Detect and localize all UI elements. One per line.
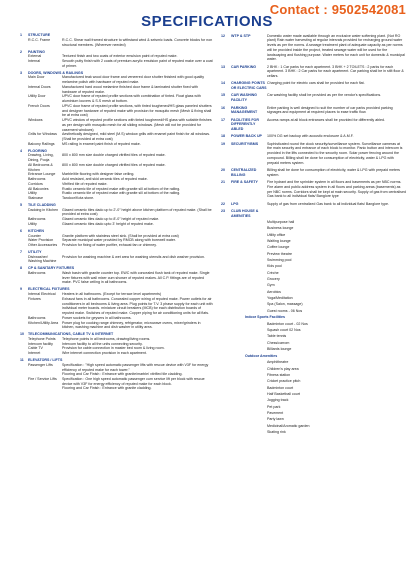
spec-section xyxy=(221,81,406,90)
amenity-item: Aerobics xyxy=(267,289,281,294)
spec-row xyxy=(20,163,213,172)
spec-text: Supply of gas from centralized Gas bank to all individual flats/ Banglore type. xyxy=(267,201,390,206)
page-title: SPECIFICATIONS xyxy=(141,13,273,30)
amenity-item: Half Basketball court xyxy=(267,392,300,396)
spec-text: Heaters in all bathrooms. (Except for terrace level apartments) xyxy=(62,292,162,297)
spec-label: Utility xyxy=(28,191,37,196)
spec-text: 2 BHK : 1 Car parks for each apartment. 3 BHK + 2 TOILETS : 2 parks for each apartment. 3 BHK : 2 Car parks for each apartment. Car parking shall be in stilt floor & cellars. xyxy=(267,64,404,79)
spec-text: Intercom facility to all the units connecting security. xyxy=(62,341,143,346)
amenity-item: Table tennis xyxy=(267,334,287,339)
section-title: LPG xyxy=(231,201,239,206)
spec-text: Wire internet connection provision in each apartment. xyxy=(62,351,147,356)
amenity-item: Waiting lounge xyxy=(267,238,291,243)
spec-row xyxy=(20,85,213,94)
spec-text: Entire parking is well designed to suit the number of car parks provided parking signages and equipment at required places to ease traffic flow. xyxy=(267,105,393,115)
amenity-item: Kids pool xyxy=(267,264,282,269)
spec-label: Cable TV xyxy=(28,346,43,351)
spec-label: Main Door xyxy=(28,75,45,80)
spec-text: Provision for fixing of water purifier, exhaust fan or chimney. xyxy=(62,242,157,247)
spec-label: Water Provision xyxy=(28,238,54,243)
spec-label xyxy=(20,386,62,391)
section-number: 14 xyxy=(221,81,225,86)
spec-text: Tandoor/Kota stone. xyxy=(62,195,95,200)
spec-row xyxy=(20,153,213,162)
spec-text: Exhaust fans in all bathrooms. Concealed copper wiring of reputed make. Power outlets for air conditioners in all bedrooms & living area. Plug points for T.V. 3 phase supply for each unit with individual meter boards. miniature circuit breakers (MCB) for each distribution boards of reputed make. Switches of reputed make. Copper piping for air conditioning units for all flats. xyxy=(62,296,213,316)
spec-label: Intercom facility xyxy=(28,341,53,346)
section-number: 8 xyxy=(20,266,22,271)
spec-text: Power sockets for geysers in all bathrooms. xyxy=(62,315,132,320)
section-title: CLUB HOUSE & AMENITIES xyxy=(231,208,259,218)
section-title: UTILITY xyxy=(28,249,42,254)
spec-row xyxy=(20,386,213,391)
spec-section xyxy=(221,106,406,115)
section-title: TELECOMMUNICATIONS, CABLE TV & INTERNET xyxy=(28,332,114,337)
spec-text: Domestic water made available through an exclusive water softening plant. (Not RO plant) Rain water harvesting at regular intervals provided for recharging ground water levels as per the norms. A sewage treatment plant of adequate capacity as per norms will be provided inside the project, treated sewage water will be used for the landscaping and flushing purpose. Water meters for each unit for domestic & municipal water. xyxy=(267,33,405,62)
indoor-sports-heading: Indoor Sports Facilities xyxy=(245,315,285,320)
amenity-item: Medicinal/Aromatic garden xyxy=(267,423,310,428)
spec-text: Telephone points in all bedrooms, drawing/living rooms. xyxy=(62,336,151,341)
amenity-item: Preview theatre xyxy=(267,251,292,256)
spec-row xyxy=(20,351,213,356)
amenity-item: Yoga/Meditation xyxy=(267,295,293,300)
spec-text: Glazed ceramic tiles dado up to 2'-0" height above kitchen platform of reputed make. (Shall be provided at extra cost) xyxy=(62,207,212,217)
spec-label: Internal xyxy=(28,59,40,64)
spec-row xyxy=(20,297,213,316)
spec-section xyxy=(221,118,406,132)
spec-text: Aesthetically designed, mild steel (M.S) window grills with enamel paint finish for all windows. (Shall be provided at extra cost) xyxy=(62,132,211,141)
spec-text: Granite platform with stainless steel sink. (Shall be provided at extra cost) xyxy=(62,233,179,238)
spec-text: Acid resistant, anti skid ceramic tiles of reputed make. xyxy=(62,177,148,182)
outdoor-amenities-heading: Outdoor Amenities xyxy=(245,354,278,359)
amenity-item: Business lounge xyxy=(267,226,294,231)
spec-label: Drawing, Living, Dining, Pooja xyxy=(28,153,54,163)
spec-label: Internal Electrical xyxy=(28,292,56,297)
spec-label: Kitchen/Utility Area xyxy=(28,320,59,325)
amenity-item: Skating rink xyxy=(267,429,286,434)
spec-section xyxy=(221,209,406,218)
spec-label: Balcony Railings xyxy=(28,141,55,146)
section-number: 3 xyxy=(20,70,22,75)
section-number: 12 xyxy=(221,33,225,38)
section-title: KITCHEN xyxy=(28,228,44,233)
spec-text: Specification : One high speed automatic passenger cum service lift per block with rescue device with V3F for energy efficiency of reputed make for each block. xyxy=(62,377,205,386)
amenity-item: Multipurpose hall xyxy=(267,219,295,224)
spec-text: Provision for cable connection in master bed room & living room. xyxy=(62,346,165,351)
amenity-item: Guest rooms - 06 Nos xyxy=(267,308,303,313)
spec-label: Bathrooms xyxy=(28,177,46,182)
spec-text: UPVC door frame of reputed profile sections, with tinted toughened/HS glass paneled shutters and designer hardware of reputed make with provision for mosquito mesh (Mesh & fixing shall be at extra cost) xyxy=(62,103,212,118)
section-number: 9 xyxy=(20,287,22,292)
section-title: TILE CLADDING xyxy=(28,202,56,207)
spec-label: Other Accessories xyxy=(28,242,58,247)
spec-row xyxy=(20,132,213,141)
section-number: 21 xyxy=(221,180,225,185)
spec-text: UPVC window of reputed profile sections with tinted toughened/HS glass with suitable finishes as per design with mosquito mesh for all sliding windows. (Mesh will not be provided for casement windows) xyxy=(62,118,212,132)
spec-section xyxy=(221,134,406,139)
section-number: 23 xyxy=(221,208,225,213)
section-title: PAINTING xyxy=(28,49,45,54)
section-number: 16 xyxy=(221,105,225,110)
section-title: WTP & STP xyxy=(231,33,251,38)
section-title: CHARGING POINTS OR ELECTRIC CARS xyxy=(231,81,267,91)
amenity-item: Party lawn xyxy=(267,417,284,422)
spec-label: Fire / Service Lifts xyxy=(28,377,57,381)
spec-label: Corridors xyxy=(28,181,43,186)
spec-label: Dishwasher/ Washing Machine xyxy=(28,254,57,264)
spec-row xyxy=(20,243,213,248)
section-title: CENTRALIZED BILLING xyxy=(231,167,257,177)
section-number: 2 xyxy=(20,49,22,54)
spec-text: Access ramps at all block entrances shall be provided for differently abled. xyxy=(267,117,385,122)
spec-text: Fire hydrant and fire sprinkler system in all floors and basements as per NBC norms. Fire alarm and public address system in all floors and parking areas (basements) as per NBC norms. Corridors shall be kept at main security. Supply of gas from centralised Gas bank to all individual flats/ Banglore type xyxy=(267,180,406,199)
amenity-item: Amphitheatre xyxy=(267,360,289,365)
spec-text: Textured finish and two coats of exterior emulsion paint of reputed make. xyxy=(62,54,178,59)
section-title: ELECTRICAL FIXTURES xyxy=(28,287,70,292)
section-number: 7 xyxy=(20,249,22,254)
spec-label: Grills for Windows xyxy=(28,132,57,137)
amenity-item: Grocery xyxy=(267,276,280,281)
amenity-item: Jogging track xyxy=(267,398,289,403)
spec-row xyxy=(20,59,213,68)
spec-row xyxy=(20,255,213,264)
spec-text: Wash basin with granite counter top. EWC with concealed flush tank of reputed make. Single lever fixtures with wall mixer cum shower of reputed makes. All C.P. fittings are of reputed make. PVC false ceiling in all bathrooms. xyxy=(62,271,210,285)
spec-label: R.C.C. Frame xyxy=(28,37,51,42)
spec-text: Smooth putty finish with 2 coats of premium acrylic emulsion paint of reputed make over a coat of primer. xyxy=(62,59,213,68)
spec-label: Entrance Lounge xyxy=(28,172,56,177)
spec-row xyxy=(20,104,213,118)
spec-label: Fixtures xyxy=(28,296,41,301)
spec-section xyxy=(221,142,406,166)
section-title: CAR PARKING xyxy=(231,64,257,69)
spec-text: Separate municipal water provided by RMCB along with borewell water. xyxy=(62,238,176,243)
spec-label: French Doors xyxy=(28,103,50,108)
spec-text: MS railing in enamel paint finish of reputed make. xyxy=(62,141,141,146)
section-number: 6 xyxy=(20,228,22,233)
spec-text: 100% DG set backup with acoustic enclosure & A.M.F. xyxy=(267,134,354,139)
section-title: FACILITIES FOR DIFFERENTLY ABLED xyxy=(231,117,259,132)
section-title: POWER BACK UP xyxy=(231,134,262,139)
spec-row xyxy=(20,208,213,217)
section-title: ELEVATORS / LIFTS xyxy=(28,358,63,363)
section-number: 13 xyxy=(221,64,225,69)
spec-label: Windows xyxy=(28,118,43,123)
spec-text: R.C.C. Shear wall framed structure to withstand wind & seismic loads. Concrete blocks for non structural members. (Wherever needed) xyxy=(62,37,213,47)
amenity-item: Coffee lounge xyxy=(267,245,290,250)
spec-row xyxy=(20,363,213,372)
spec-section xyxy=(221,34,406,62)
section-number: 10 xyxy=(20,332,24,337)
spec-label: Counter xyxy=(28,233,41,238)
spec-label: All Bedrooms & Kitchen xyxy=(28,162,53,172)
spec-label: Utility xyxy=(28,221,37,226)
amenity-item: Fitness station xyxy=(267,373,291,378)
spec-label: Staircase xyxy=(28,195,43,200)
section-number: 18 xyxy=(221,134,225,139)
amenity-item: Badminton court - 02 Nos xyxy=(267,321,308,326)
section-number: 11 xyxy=(20,358,24,363)
spec-text: 800 x 800 mm size double charged vitrified tiles of reputed make. xyxy=(62,162,166,167)
spec-text: Charging point for electric cars shall be provided for each flat. xyxy=(267,81,365,86)
amenity-item: Cricket practice pitch xyxy=(267,379,301,384)
amenity-item: Billiards lounge xyxy=(267,347,292,352)
amenity-item: Badminton court xyxy=(267,385,294,390)
left-column xyxy=(20,31,213,391)
spec-label: Bathrooms xyxy=(28,315,46,320)
spec-label: All Balconies xyxy=(28,186,49,191)
spec-text: Flooring and Car Finish : Entrance with granite cladding. xyxy=(62,386,152,391)
spec-text: UPVC door frame of reputed profile sections with combination of tinted. Float glass with aluminium louvers & S.S mesh at bottom. xyxy=(62,94,201,104)
section-number: 19 xyxy=(221,141,225,146)
amenity-item: Pet park xyxy=(267,404,281,409)
amenity-item: Spa (Salon, massage) xyxy=(267,302,303,307)
section-number: 4 xyxy=(20,148,22,153)
section-number: 1 xyxy=(20,33,22,38)
amenity-item: Swimming pool xyxy=(267,257,292,262)
spec-section xyxy=(221,168,406,177)
spec-label: Utility Door xyxy=(28,94,46,99)
section-title: CAR WASHING FACILITY xyxy=(231,93,257,103)
spec-text: Sophisticated round the clock security/surveillance system. Surveillance cameras at the main security and entrance of each block to monitor. Panic button and intercom is provided in the lifts connected to the security room. Solar power fencing around the compound. Billing shall be done for consumption of electricity, water & LPG with prepaid meters system. xyxy=(267,141,403,165)
spec-row xyxy=(20,222,213,227)
spec-row xyxy=(20,377,213,386)
section-number: 15 xyxy=(221,93,225,98)
spec-label: Telephone Points xyxy=(28,336,56,341)
spec-text: Rustic ceramic tile of reputed make with granite sill at bottom of the railing. xyxy=(62,186,181,191)
section-number: 22 xyxy=(221,201,225,206)
spec-text xyxy=(267,209,406,218)
section-title: DOORS, WINDOWS & RAILINGS xyxy=(28,70,84,75)
spec-text: Glazed ceramic tiles dado upto 3' height of reputed make. xyxy=(62,221,154,226)
spec-text: Car washing facility shall be provided as per the vendor's specifications. xyxy=(267,93,382,98)
spec-text: Vitrified tile of reputed make. xyxy=(62,181,108,186)
spec-row xyxy=(20,38,213,47)
spec-text: Power plug for cooking range chimney, refrigerator, microwave ovens, mixer/grinders in kitchen, washing machine and dish washer in utility area. xyxy=(62,320,201,330)
spec-label: Dadoing in Kitchen xyxy=(28,207,59,212)
section-number: 5 xyxy=(20,202,22,207)
section-title: FIRE & SAFETY xyxy=(231,180,258,185)
amenity-item: Chess/carrom xyxy=(267,340,290,345)
spec-text: 800 x 800 mm size double charged vitrified tiles of reputed make. xyxy=(62,153,166,158)
spec-text: Flooring and Car Finish : Entrance with granite/marble/ vitrified tile cladding. xyxy=(62,372,183,377)
spec-row xyxy=(20,94,213,103)
amenity-item: Crèche xyxy=(267,270,279,275)
spec-section xyxy=(221,93,406,102)
spec-row xyxy=(20,321,213,330)
right-column xyxy=(221,31,406,435)
spec-text: Glazed ceramic tiles dado up to 8'-0" height of reputed make. xyxy=(62,217,160,222)
spec-label: Bathrooms xyxy=(28,271,46,276)
spec-label: Bathrooms xyxy=(28,217,46,222)
spec-text: Rustic ceramic tile of reputed make with granite sill at bottom of the railing. xyxy=(62,191,181,196)
spec-label: Internal Doors xyxy=(28,84,51,89)
section-title: PARKING MANAGEMENT xyxy=(231,105,258,115)
spec-section xyxy=(221,65,406,79)
spec-text: Manufactured hard wood melamine finished door frame & laminated shutter fixed with hardware of reputed make. xyxy=(62,84,199,94)
amenity-item: Utility office xyxy=(267,232,286,237)
section-title: FLOORING xyxy=(28,148,47,153)
contact-phone: Contact : 9502542081 xyxy=(269,2,406,17)
section-title: STRUCTURE xyxy=(28,33,51,38)
spec-text: Billing shall be done for consumption of electricity, water & LPG with prepaid meters system. xyxy=(267,167,400,177)
section-title: SECURITY/BMS xyxy=(231,141,259,146)
section-number: 17 xyxy=(221,117,225,122)
spec-label: Internet xyxy=(28,351,41,356)
amenity-item: Gym xyxy=(267,283,275,288)
spec-section xyxy=(221,180,406,199)
spec-label: Passenger Lifts xyxy=(28,362,53,367)
spec-text: Specification : "High speed automatic passenger lifts with rescue device with V3F for energy efficiency of reputed make for each tower." xyxy=(62,362,209,372)
spec-row xyxy=(20,271,213,285)
spec-section xyxy=(221,202,406,207)
spec-row xyxy=(20,118,213,132)
spec-label: External xyxy=(28,54,42,59)
spec-text: Manufactured teak wood door frame and veneered door shutter finished with good quality melamine polish with hardware of reputed make. xyxy=(62,75,205,85)
spec-text: Marble/tile flooring with designer false ceiling. xyxy=(62,172,135,177)
spec-text: Provision for washing machine & wet area for washing utensils and dish washer provision. xyxy=(62,254,206,259)
amenity-item: Children's play area xyxy=(267,366,299,371)
amenity-item: Squash court 02 Nos xyxy=(267,328,301,333)
section-number: 20 xyxy=(221,167,225,172)
spec-row xyxy=(20,75,213,84)
spec-row xyxy=(20,142,213,147)
amenity-item: Pavement xyxy=(267,410,284,415)
spec-row xyxy=(20,196,213,201)
section-title: CP & SANITARY FIXTURES xyxy=(28,266,75,271)
